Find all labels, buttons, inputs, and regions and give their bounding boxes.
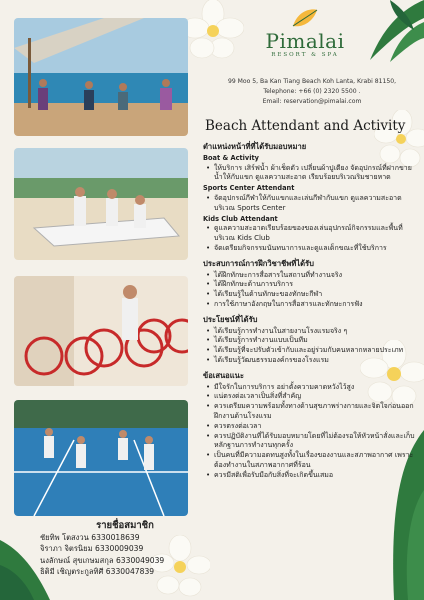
list-item: • ได้เรียนรู้การทำงานในสายงานโรงแรมจริง ๆ <box>203 327 415 337</box>
group-heading: Sports Center Attendant <box>203 184 295 193</box>
list-item: • แน่ตรงต่อเวลาเป็นสิ่งที่สำคัญ <box>203 392 415 402</box>
member-id: 6330018639 <box>91 533 140 543</box>
list-item: • ได้เรียนรู้ในด้านทักษะของทักษะกีฬา <box>203 290 415 300</box>
contact-info <box>212 77 412 107</box>
photo-tennis-court <box>14 400 188 516</box>
list-item: • ควรตรงต่อเวลา <box>203 422 415 432</box>
photo-beach-boat <box>14 148 188 260</box>
member-name: จิราภา จิตรนิยม <box>40 544 93 554</box>
bullet-list <box>203 271 415 310</box>
list-item: • ควรเตรียมความพร้อมทั้งทางด้านสุขภาพร่างกายและจิตใจก่อนออกฝึกงานด้านโรงแรม <box>203 402 415 422</box>
address: 99 Moo 5, Ba Kan Tiang Beach Koh Lanta, Krabi 81150, <box>227 78 397 85</box>
list-item: • ดูแลความสะอาดเรียบร้อยของของเล่นอุปกรณ์กิจกรรมและพื้นที่บริเวณ Kids Club <box>203 224 415 244</box>
member-name: ชัยทิพ โตสงวน <box>40 533 89 543</box>
bullet-list <box>203 224 415 253</box>
member-list <box>40 520 210 577</box>
list-item: • มีใจรักในการบริการ อย่าตั้งความคาดหวังไว้สูง <box>203 383 415 393</box>
list-item: • ควรปฏิบัติงานที่ได้รับมอบหมายโดยที่ไม่ต้องรอให้หัวหน้าสั่งและเก็บหลักฐานการทำงานทุกครั้ง <box>203 432 415 452</box>
list-item: • ได้เรียนรู้ที่จะปรับตัวเข้ากับและอยู่ร่วมกับคนหลากหลายประเภท <box>203 346 415 356</box>
leaf-logo-icon <box>290 6 320 30</box>
list-item: • ได้ฝึกทักษะการสื่อสารในสถานที่ทำงานจริง <box>203 271 415 281</box>
list-item: • ควรมีสติเพื่อรับมือกับสิ่งที่จะเกิดขึ้นเสมอ <box>203 471 415 481</box>
member-row <box>40 566 210 577</box>
group-heading: Boat & Activity <box>203 153 259 162</box>
bullet-list <box>203 327 415 366</box>
list-item: • ได้เรียนรู้วัฒนธรรมองค์กรของโรงแรม <box>203 356 415 366</box>
main-content <box>203 142 415 481</box>
list-item: • จัดเตรียมกิจกรรมนันทนาการและดูแลเด็กขณะที่ใช้บริการ <box>203 244 415 254</box>
member-row <box>40 555 210 566</box>
list-item: • จัดอุปกรณ์กีฬาให้กับแขกและเล่นกีฬากับแขก ดูแลความสะอาดบริเวณ Sports Center <box>203 194 415 214</box>
member-id: 6330049039 <box>115 555 165 565</box>
section-heading-benefits: ประโยชน์ที่ได้รับ <box>203 314 258 324</box>
list-item: • เป็นคนที่มีความอดทนสูงทั้งในเรื่องของงานและสภาพอากาศ เพราะต้องทำงานในสภาพอากาศที่ร้อน <box>203 451 415 471</box>
list-item: • ให้บริการ เสิร์ฟน้ำ ผ้าเช็ดตัว เปลี่ยนผ้าปูเตียง จัดอุปกรณ์ที่ฝากขายน้ำให้กับแขก ดูแลความสะอาด เรียบร้อยบริเวณริมชายหาด <box>203 164 415 184</box>
email: Email: reservation@pimalai.com <box>262 98 362 105</box>
list-item: • ได้ฝึกทักษะด้านการบริการ <box>203 280 415 290</box>
brand-logo <box>250 6 360 58</box>
members-heading: รายชื่อสมาชิก <box>96 520 154 531</box>
brand-name: Pimalai <box>265 29 345 53</box>
section-heading-experience: ประสบการณ์การฝึกวิชาชีพที่ได้รับ <box>203 258 314 268</box>
list-item: • ได้เรียนรู้การทำงานแบบเป็นทีม <box>203 336 415 346</box>
member-id: 6330009039 <box>95 544 144 554</box>
telephone: Telephone: +66 (0) 2320 5500 . <box>263 88 361 95</box>
member-name: นงลักษณ์ สุขเกษมสกุล <box>40 555 114 565</box>
list-item: • การใช้ภาษาอังกฤษในการสื่อสารและทักษะการฟัง <box>203 300 415 310</box>
bullet-list <box>203 383 415 481</box>
photo-bicycles <box>14 276 188 386</box>
member-row <box>40 532 210 543</box>
section-heading-suggestions: ข้อเสนอแนะ <box>203 370 244 380</box>
group-heading: Kids Club Attendant <box>203 214 278 223</box>
photo-pool-exercise <box>14 18 188 136</box>
member-id: 6330047839 <box>105 566 155 576</box>
bullet-list <box>203 164 415 184</box>
member-row <box>40 543 210 554</box>
brand-subtitle: RESORT & SPA <box>271 52 339 58</box>
page-title: Beach Attendant and Activity <box>205 118 406 134</box>
member-name: ธิติมี เชิญตระกูลทิศี <box>40 566 104 576</box>
section-heading-position: ตำแหน่งหน้าที่ที่ได้รับมอบหมาย <box>203 142 307 151</box>
bullet-list <box>203 194 415 214</box>
frangipani-flower-top <box>182 0 244 60</box>
